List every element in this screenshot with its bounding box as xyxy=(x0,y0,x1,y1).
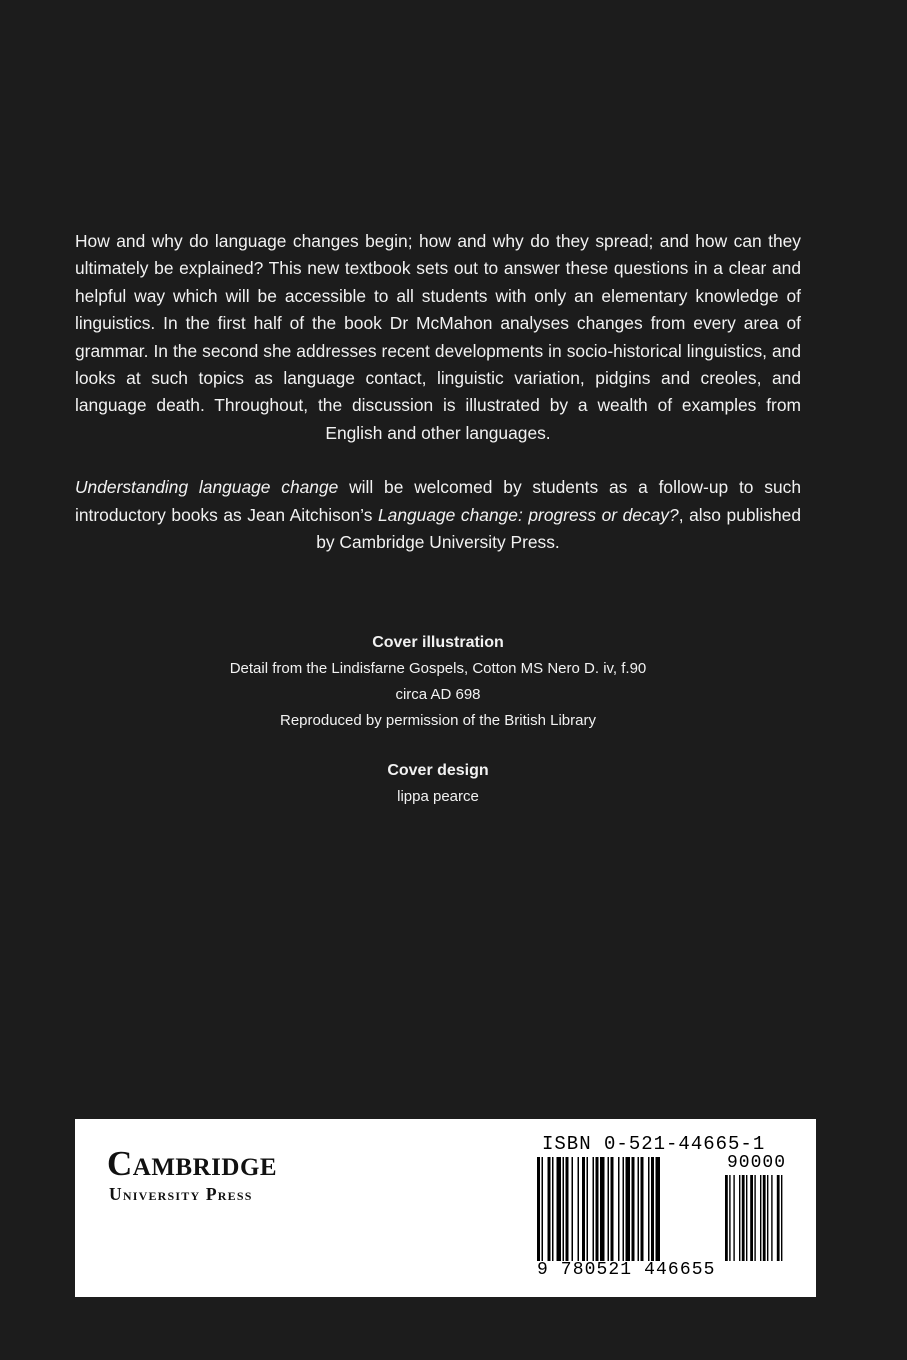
cover-design-heading: Cover design xyxy=(387,762,489,779)
cover-credits xyxy=(75,630,801,810)
cover-illustration-heading: Cover illustration xyxy=(372,634,504,651)
back-cover-blurb xyxy=(75,228,801,556)
book-title: Understanding language change xyxy=(75,477,339,498)
isbn-label: ISBN 0-521-44665-1 xyxy=(542,1133,766,1155)
blurb-paragraph-1: How and why do language changes begin; how and why do they spread; and how can they ultimately be explained? This new textbook sets out to answer these questions in a clear and helpful way which will be accessible to all students with only an elementary knowledge of linguistics. In the first half of the book Dr McMahon analyses changes from every area of grammar. In the second she addresses recent developments in socio-historical linguistics, and looks at such topics as language contact, linguistic variation, pidgins and creoles, and language death. Throughout, the discussion is illustrated by a wealth of examples from English and other languages. xyxy=(75,231,801,443)
cover-design-credit xyxy=(75,758,801,810)
related-book-title: Language change: progress or decay? xyxy=(377,504,679,525)
publisher-logo xyxy=(107,1145,277,1205)
blurb-paragraph-2 xyxy=(75,474,801,556)
ean-number: 9 780521 446655 xyxy=(537,1260,716,1280)
cover-illustration-detail: Detail from the Lindisfarne Gospels, Cotton MS Nero D. iv, f.90 xyxy=(229,660,647,677)
cover-illustration-date: circa AD 698 xyxy=(395,686,481,703)
cover-designer-name: lippa pearce xyxy=(397,788,479,805)
barcode-image xyxy=(537,1157,797,1261)
cover-illustration-credit xyxy=(75,630,801,734)
publisher-subname: University Press xyxy=(109,1184,253,1204)
publisher-name: Cambridge xyxy=(107,1144,278,1183)
barcode-panel xyxy=(75,1119,816,1297)
blurb-text: will be welcomed by students as a follow-up to such introductory books as Jean Aitchison’s xyxy=(75,477,801,525)
cover-illustration-permission: Reproduced by permission of the British Library xyxy=(280,712,596,729)
blurb-text-end: , also published by Cambridge University Press. xyxy=(316,504,801,553)
price-code: 90000 xyxy=(727,1153,787,1173)
